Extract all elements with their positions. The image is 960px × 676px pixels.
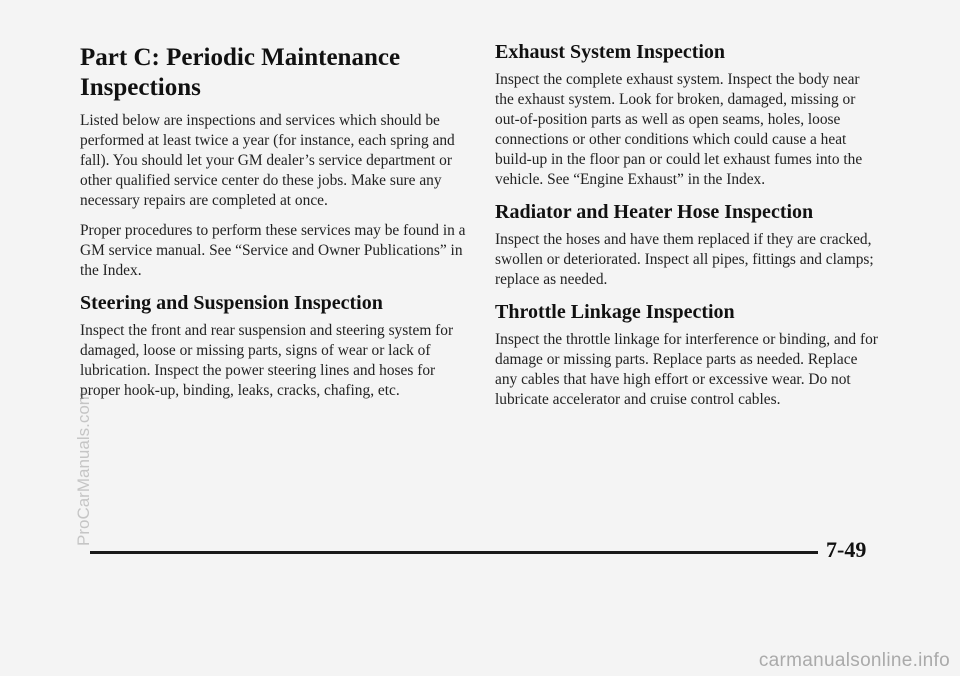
exhaust-paragraph: Inspect the complete exhaust system. Inspect the body near the exhaust system. Look for broken, damaged, missing or out-of-position parts as well as open seams, holes, loose connections or other conditions which could cause a heat build-up in the floor pan or could let exhaust fumes into the vehicle. See “Engine Exhaust” in the Index. [495,71,863,188]
page-title: Part C: Periodic Maintenance Inspections [80,44,401,101]
procedures-paragraph: Proper procedures to perform these services may be found in a GM service manual. See “Service and Owner Publications” in the Index. [80,222,466,279]
intro-paragraph: Listed below are inspections and services which should be performed at least twice a year (for instance, each spring and fall). You should let your GM dealer’s service department or other qualified service center do these jobs. Make sure any necessary repairs are completed at once. [80,112,455,209]
right-column [495,40,880,420]
exhaust-heading: Exhaust System Inspection [495,41,726,63]
page-number: 7-49 [826,537,867,562]
footer-watermark-url[interactable]: carmanualsonline.info [758,650,950,671]
throttle-paragraph: Inspect the throttle linkage for interference or binding, and for damage or missing parts. Replace parts as needed. Replace any cables that have high effort or excessive wear. Do not lubricate accelerator and cruise control cables. [495,331,878,408]
steering-heading: Steering and Suspension Inspection [80,292,383,314]
left-column [80,40,472,411]
throttle-heading: Throttle Linkage Inspection [495,301,735,323]
radiator-paragraph: Inspect the hoses and have them replaced if they are cracked, swollen or deteriorated. Inspect all pipes, fittings and clamps; replace as needed. [495,231,874,288]
side-watermark: ProCarManuals.com [74,391,93,546]
radiator-heading: Radiator and Heater Hose Inspection [495,201,814,223]
steering-paragraph: Inspect the front and rear suspension and steering system for damaged, loose or missing parts, signs of wear or lack of lubrication. Inspect the power steering lines and hoses for proper hook-up, binding, leaks, cracks, chafing, etc. [80,322,454,399]
footer-rule [90,551,818,554]
